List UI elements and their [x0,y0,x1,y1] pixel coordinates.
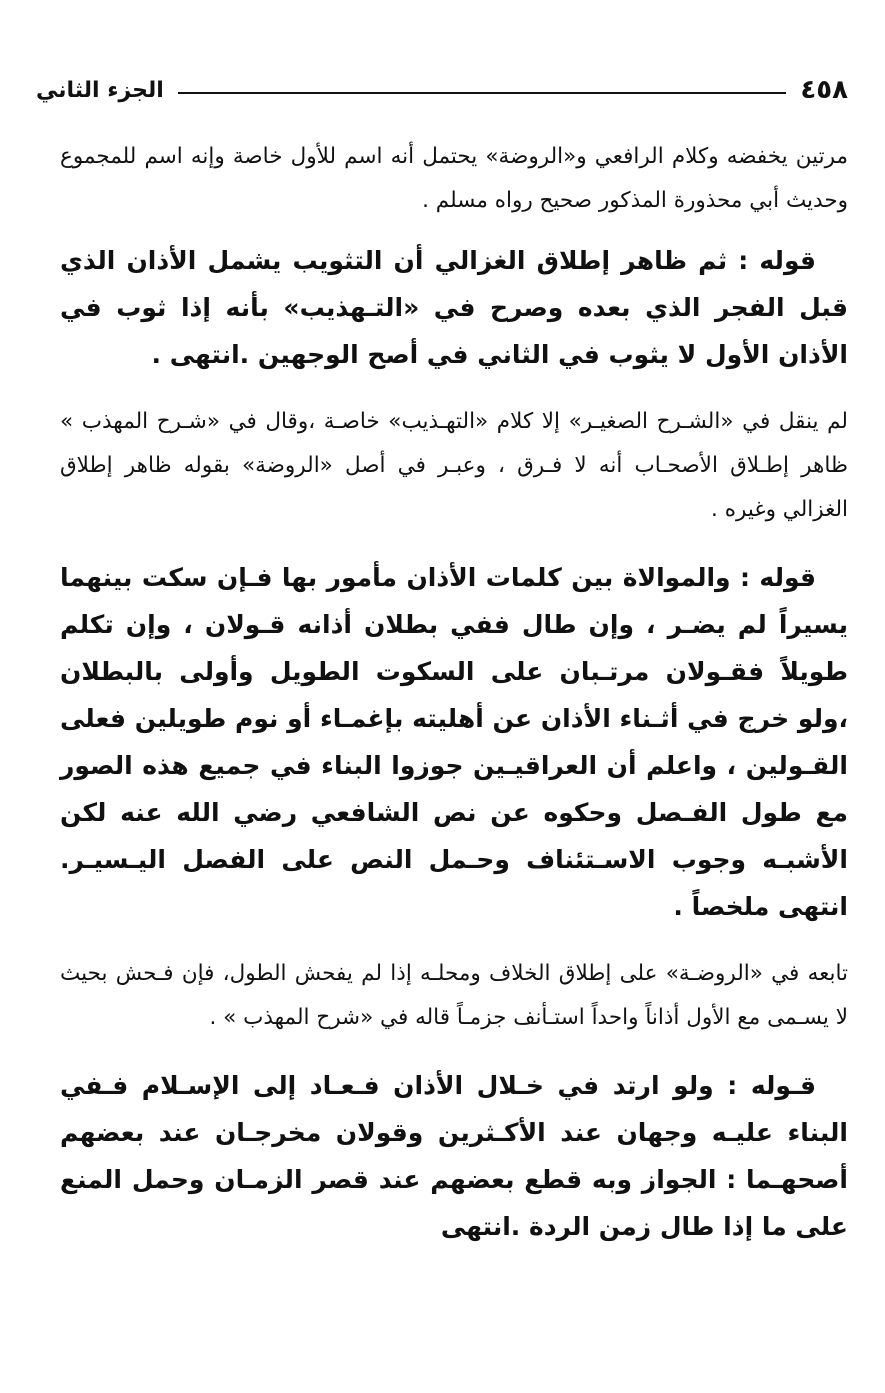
running-title: الجزء الثاني [36,77,164,103]
quoted-passage: قوله : والموالاة بين كلمات الأذان مأمور بها فـإن سكت بينهما يسيراً لم يضـر ، وإن طال ففي بطلان أذانه قـولان ، وإن تكلم طويلاً فقـولان مرتـبان على السكوت الطويل وأولى بالبطلان ،ولو خرج في أثـناء الأذان عن أهليته بإغمـاء أو نوم طويلين فعلى القـولين ، واعلم أن العراقيـين جوزوا البناء في جميع هذه الصور مع طول الفـصل وحكوه عن نص الشافعي رضي الله عنه لكن الأشبـه وجوب الاسـتئناف وحـمل النص على الفصل اليـسيـر. انتهى ملخصاً . [60,563,848,921]
page-number: ٤٥٨ [800,75,848,105]
page-body [60,135,848,1250]
commentary-paragraph: مرتين يخفضه وكلام الرافعي و«الروضة» يحتمل أنه اسم للأول خاصة وإنه اسم للمجموع وحديث أبي محذورة المذكور صحيح رواه مسلم . [60,144,848,213]
commentary-paragraph: لم ينقل في «الشـرح الصغيـر» إلا كلام «التهـذيب» خاصـة ،وقال في «شـرح المهذب » ظاهر إطـلاق الأصحـاب أنه لا فـرق ، وعبـر في أصل «الروضة» بقوله ظاهر إطلاق الغزالي وغيره . [60,409,848,522]
quoted-passage: قوله : ثم ظاهر إطلاق الغزالي أن التثويب يشمل الأذان الذي قبل الفجر الذي بعده وصرح في «التـهذيب» بأنه إذا ثوب في الأذان الأول لا يثوب في الثاني في أصح الوجهين .انتهى . [60,246,848,369]
header-rule [178,92,787,94]
page-header [36,70,848,110]
commentary-paragraph: تابعه في «الروضـة» على إطلاق الخلاف ومحلـه إذا لم يفحش الطول، فإن فـحش بحيث لا يسـمى مع الأول أذاناً واحداً استـأنف جزمـاً قاله في «شرح المهذب » . [60,961,848,1030]
quoted-passage: قـوله : ولو ارتد في خـلال الأذان فـعـاد إلى الإسـلام فـفي البناء عليـه وجهان عند الأكـثرين وقولان مخرجـان عند بعضهم أصحهـما : الجواز وبه قطع بعضهم عند قصر الزمـان وحمل المنع على ما إذا طال زمن الردة .انتهى [60,1071,848,1241]
